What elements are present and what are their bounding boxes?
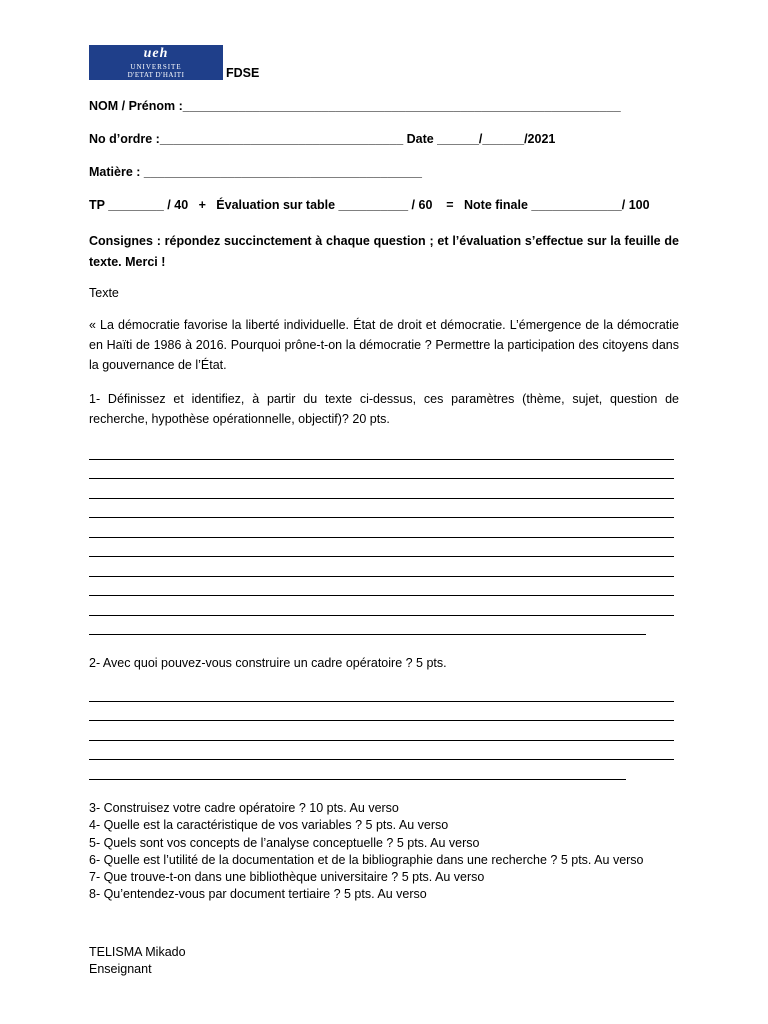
question-3: 3- Construisez votre cadre opératoire ? 10 pts. Au verso	[89, 801, 399, 815]
order-date-field: No d’ordre :___________________________________ Date ______/______/2021	[89, 132, 556, 146]
answer-line	[89, 440, 674, 460]
faculty-name: FDSE	[226, 66, 260, 80]
text-body: « La démocratie favorise la liberté individuelle. État de droit et démocratie. L’émergence de la démocratie en Haïti de 1986 à 2016. Pourquoi prône-t-on la démocratie ? Permettre la participation des citoyens dans la gouvernance de l’État.	[89, 318, 679, 372]
question-8: 8- Qu’entendez-vous par document tertiaire ? 5 pts. Au verso	[89, 887, 427, 902]
exam-sheet	[89, 45, 679, 976]
answer-line	[89, 518, 674, 538]
logo-line-2: D'ETAT D'HAITI	[127, 71, 185, 79]
answer-line	[89, 499, 674, 519]
header	[89, 45, 679, 80]
instructions: Consignes : répondez succinctement à chaque question ; et l’évaluation s’effectue sur la feuille de texte. Merci !	[89, 234, 679, 269]
answer-line	[89, 616, 646, 636]
answer-line	[89, 702, 674, 722]
questions-list	[89, 800, 644, 904]
question-5: 5- Quels sont vos concepts de l’analyse conceptuelle ? 5 pts. Au verso	[89, 835, 480, 850]
subject-field: Matière : ________________________________________	[89, 165, 422, 179]
text-label: Texte	[89, 286, 119, 300]
teacher-role: Enseignant	[89, 962, 152, 976]
question-1: 1- Définissez et identifiez, à partir du texte ci-dessus, ces paramètres (thème, sujet, question de recherche, hypothèse opérationnelle, objectif)? 20 pts.	[89, 392, 679, 426]
logo-line-1: UNIVERSITE	[130, 63, 182, 71]
answer-line	[89, 577, 674, 597]
question-4: 4- Quelle est la caractéristique de vos variables ? 5 pts. Au verso	[89, 818, 449, 833]
answer-line	[89, 721, 674, 741]
answer-lines-q1	[89, 440, 674, 635]
answer-line	[89, 538, 674, 558]
question-6: 6- Quelle est l’utilité de la documentation et de la bibliographie dans une recherche ? 5 pts. Au verso	[89, 852, 644, 867]
answer-line	[89, 460, 674, 480]
teacher-name: TELISMA Mikado	[89, 945, 186, 959]
name-field: NOM / Prénom :_______________________________________________________________	[89, 99, 621, 113]
answer-line	[89, 760, 626, 780]
answer-line	[89, 596, 674, 616]
answer-line	[89, 741, 674, 761]
teacher-signature-block	[89, 944, 186, 978]
answer-lines-q2	[89, 682, 674, 780]
answer-line	[89, 557, 674, 577]
grades-field: TP ________ / 40 + Évaluation sur table __________ / 60 = Note finale _____________/ 100	[89, 198, 650, 212]
question-2: 2- Avec quoi pouvez-vous construire un cadre opératoire ? 5 pts.	[89, 656, 447, 670]
question-7: 7- Que trouve-t-on dans une bibliothèque universitaire ? 5 pts. Au verso	[89, 870, 485, 885]
answer-line	[89, 682, 674, 702]
answer-line	[89, 479, 674, 499]
university-logo	[89, 45, 223, 80]
logo-mark: ueh	[143, 46, 169, 61]
